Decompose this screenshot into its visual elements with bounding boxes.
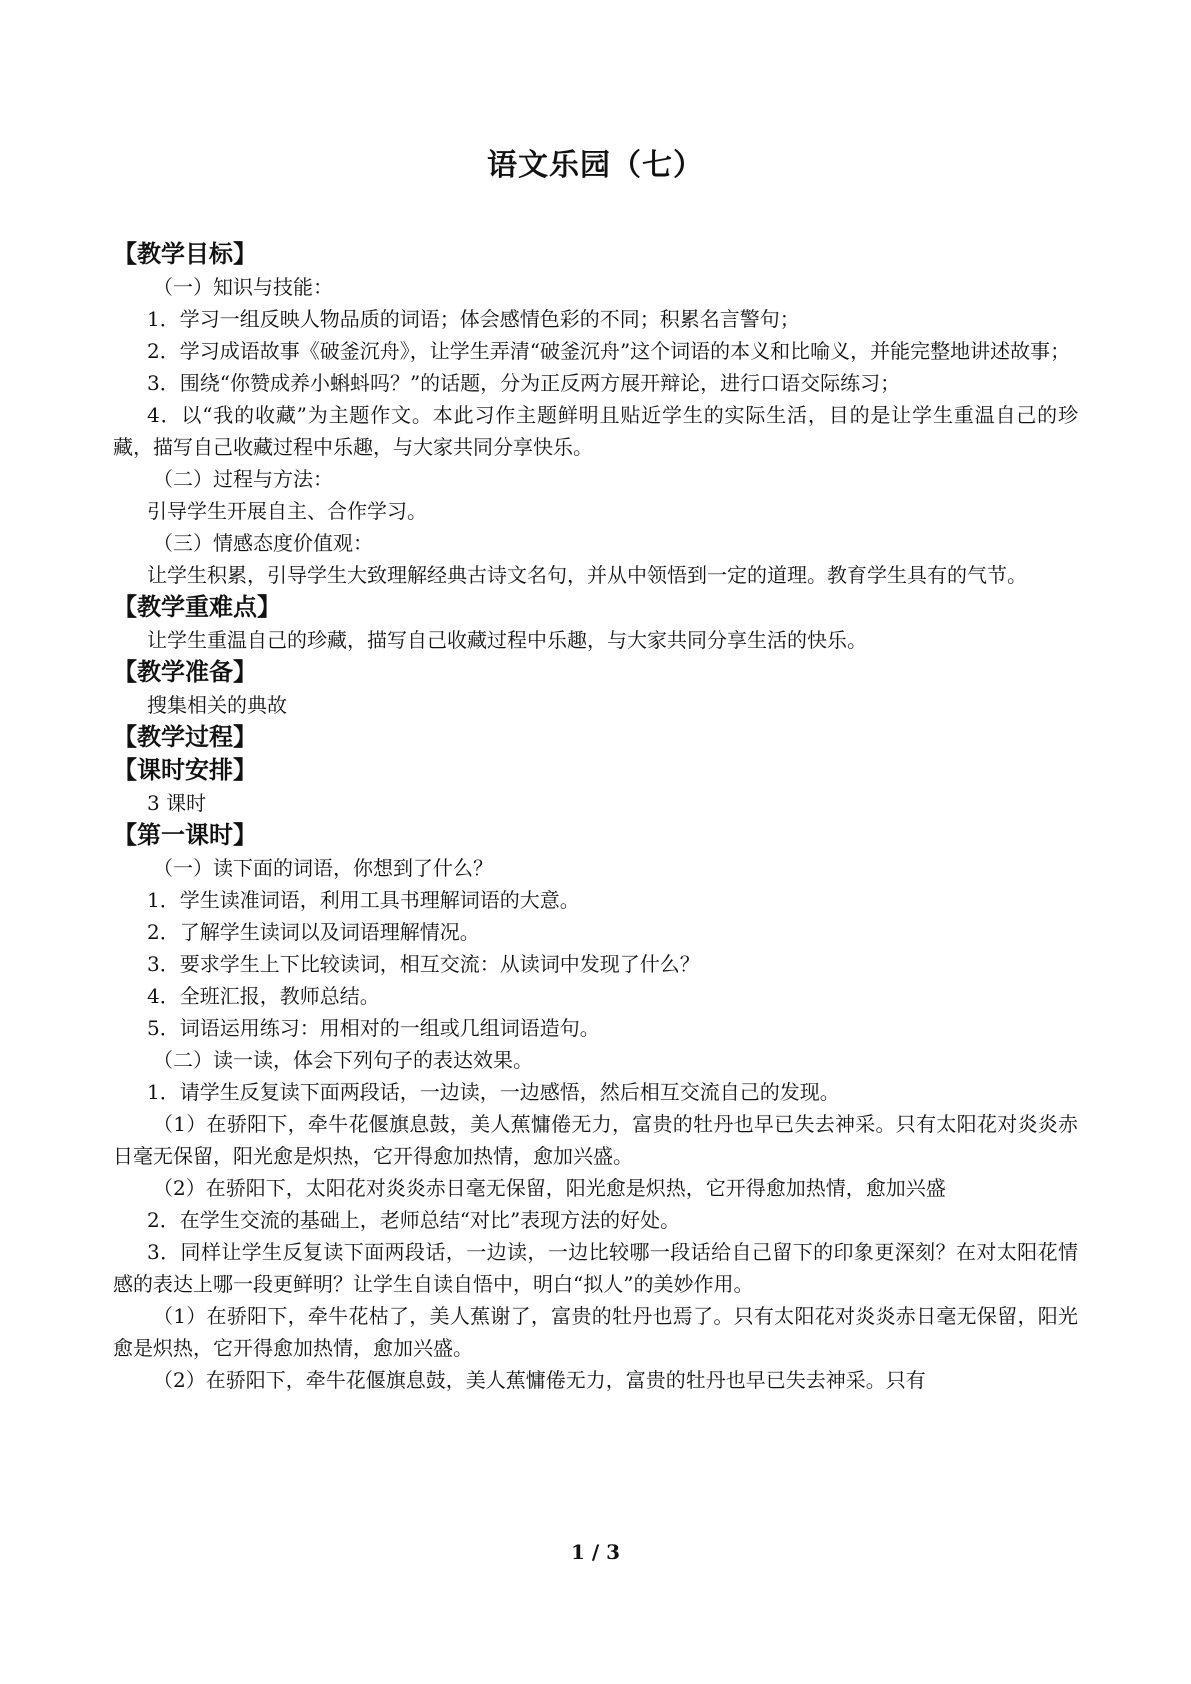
document-body — [113, 238, 1078, 1396]
objective-item-4: 4．以“我的收藏”为主题作文。本此习作主题鲜明且贴近学生的实际生活，目的是让学生重温自己的珍藏，描写自己收藏过程中乐趣，与大家共同分享快乐。 — [113, 403, 1078, 459]
process-method-text: 引导学生开展自主、合作学习。 — [147, 499, 427, 523]
subheading-attitude-values: （三）情感态度价值观： — [153, 531, 373, 555]
lesson1-example-b3-2: （2）在骄阳下，牵牛花偃旗息鼓，美人蕉慵倦无力，富贵的牡丹也早已失去神采。只有 — [153, 1368, 926, 1392]
page-number: 1 / 3 — [570, 1540, 621, 1564]
attitude-values-text: 让学生积累，引导学生大致理解经典古诗文名句，并从中领悟到一定的道理。教育学生具有的气节。 — [147, 563, 1027, 587]
objective-item-1: 1．学习一组反映人物品质的词语；体会感情色彩的不同；积累名言警句； — [147, 307, 800, 331]
lesson1-example-b1-2: （2）在骄阳下，太阳花对炎炎赤日毫无保留，阳光愈是炽热，它开得愈加热情，愈加兴盛 — [153, 1176, 946, 1200]
section-heading-process: 【教学过程】 — [113, 723, 257, 751]
subheading-knowledge-skills: （一）知识与技能： — [153, 275, 333, 299]
subheading-process-method: （二）过程与方法： — [153, 467, 333, 491]
section-heading-schedule: 【课时安排】 — [113, 756, 257, 784]
lesson1-example-b3-1: （1）在骄阳下，牵牛花枯了，美人蕉谢了，富贵的牡丹也焉了。只有太阳花对炎炎赤日毫无保留，阳光愈是炽热，它开得愈加热情，愈加兴盛。 — [113, 1304, 1078, 1360]
lesson1-step-b1: 1．请学生反复读下面两段话，一边读，一边感悟，然后相互交流自己的发现。 — [147, 1080, 840, 1104]
lesson1-step-a4: 4．全班汇报，教师总结。 — [147, 984, 380, 1008]
lesson1-step-a2: 2．了解学生读词以及词语理解情况。 — [147, 920, 480, 944]
preparation-text: 搜集相关的典故 — [147, 693, 287, 717]
key-points-text: 让学生重温自己的珍藏，描写自己收藏过程中乐趣，与大家共同分享生活的快乐。 — [147, 628, 867, 652]
section-heading-key-points: 【教学重难点】 — [113, 593, 281, 621]
lesson1-part-a: （一）读下面的词语，你想到了什么？ — [153, 856, 493, 880]
section-heading-lesson-1: 【第一课时】 — [113, 821, 257, 849]
lesson1-step-a3: 3．要求学生上下比较读词，相互交流：从读词中发现了什么？ — [147, 952, 700, 976]
lesson1-step-a5: 5．词语运用练习：用相对的一组或几组词语造句。 — [147, 1016, 600, 1040]
lesson1-example-b1-1: （1）在骄阳下，牵牛花偃旗息鼓，美人蕉慵倦无力，富贵的牡丹也早已失去神采。只有太阳花对炎炎赤日毫无保留，阳光愈是炽热，它开得愈加热情，愈加兴盛。 — [113, 1112, 1078, 1168]
lesson1-step-b2: 2．在学生交流的基础上，老师总结“对比”表现方法的好处。 — [147, 1208, 681, 1232]
section-heading-objectives: 【教学目标】 — [113, 240, 257, 268]
lesson1-step-b3: 3．同样让学生反复读下面两段话，一边读，一边比较哪一段话给自己留下的印象更深刻？在对太阳花情感的表达上哪一段更鲜明？让学生自读自悟中，明白“拟人”的美妙作用。 — [113, 1240, 1078, 1296]
document-title: 语文乐园（七） — [487, 148, 704, 183]
lesson1-part-b: （二）读一读，体会下列句子的表达效果。 — [153, 1048, 533, 1072]
objective-item-2: 2．学习成语故事《破釜沉舟》，让学生弄清“破釜沉舟”这个词语的本义和比喻义，并能完整地讲述故事； — [147, 339, 1071, 363]
lesson1-step-a1: 1．学生读准词语，利用工具书理解词语的大意。 — [147, 888, 580, 912]
objective-item-3: 3．围绕“你赞成养小蝌蚪吗？”的话题，分为正反两方展开辩论，进行口语交际练习； — [147, 371, 901, 395]
section-heading-preparation: 【教学准备】 — [113, 658, 257, 686]
schedule-text: 3 课时 — [147, 791, 207, 815]
